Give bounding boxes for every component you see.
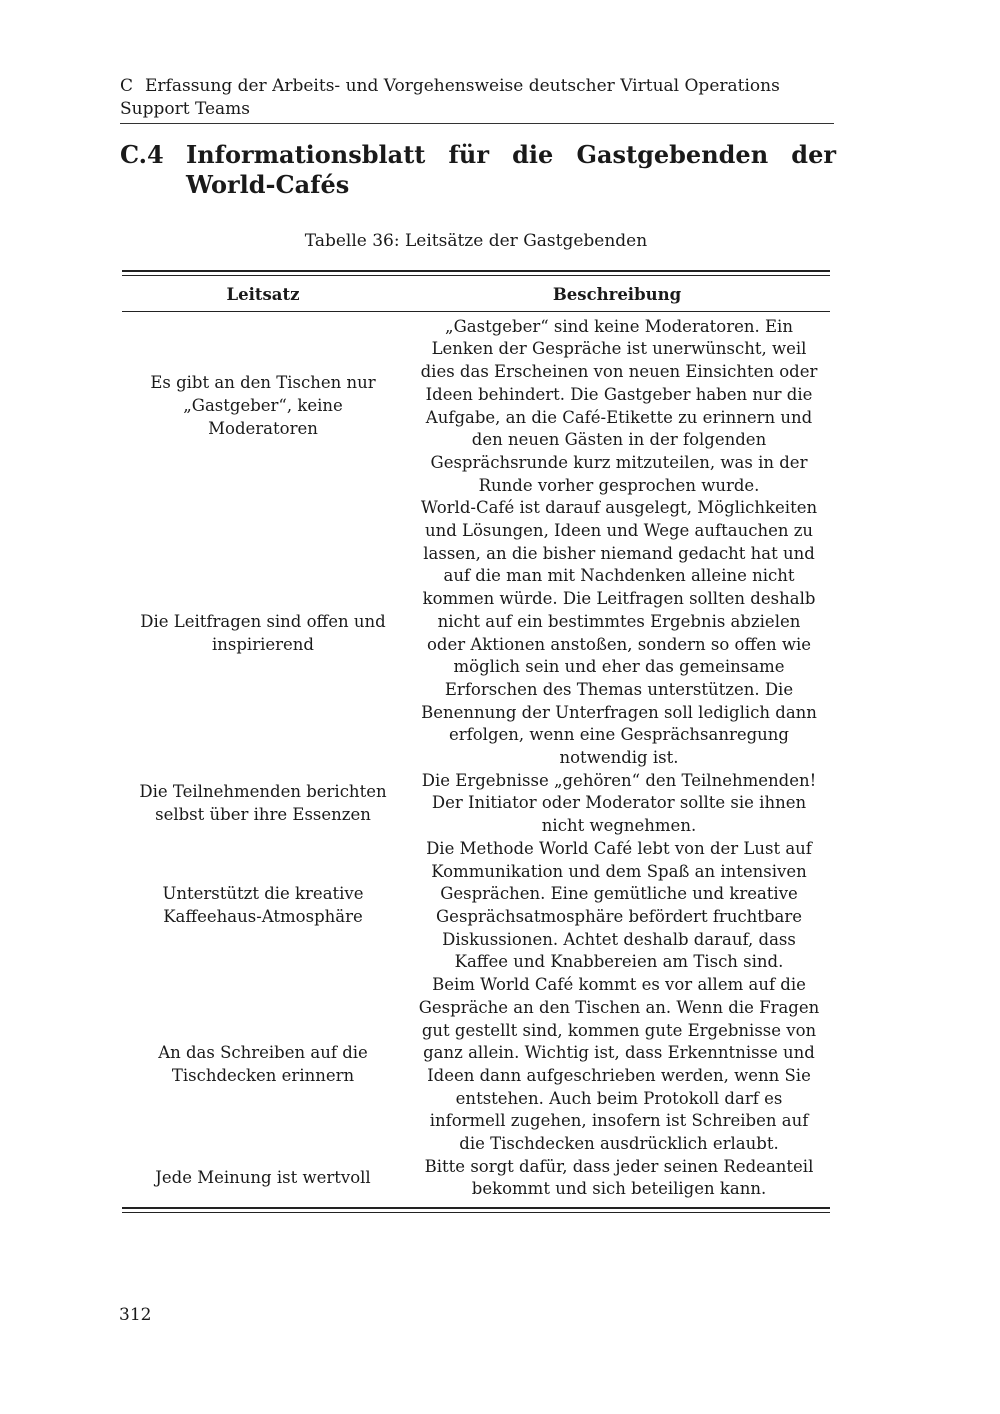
section-heading — [120, 140, 836, 200]
leitsatz-cell: Es gibt an den Tischen nur „Gastgeber“, keine Moderatoren — [150, 373, 376, 438]
table-row — [122, 838, 830, 974]
chapter-title: Erfassung der Arbeits- und Vorgehensweise deutscher Virtual Operations Support Teams — [120, 76, 780, 119]
beschreibung-cell: Die Ergebnisse „gehören“ den Teilnehmenden! Der Initiator oder Moderator sollte sie ihnen nicht wegnehmen. — [421, 770, 817, 836]
page-number: 312 — [119, 1305, 152, 1325]
leitsatz-cell: Unterstützt die kreative Kaffeehaus-Atmosphäre — [162, 884, 364, 926]
table — [122, 276, 830, 1201]
table-row — [122, 1156, 830, 1201]
beschreibung-cell: Beim World Café kommt es vor allem auf die Gespräche an den Tischen an. Wenn die Fragen gut gestellt sind, kommen gute Ergebnisse von ganz allein. Wichtig ist, dass Erkenntnisse und Ideen dann aufgeschrieben werden, wenn Sie entstehen. Auch beim Protokoll darf es informell zugehen, insofern ist Schreiben auf die Tischdecken ausdrücklich erlaubt. — [418, 975, 820, 1154]
column-header-beschreibung: Beschreibung — [552, 285, 682, 304]
table-row — [122, 974, 830, 1156]
beschreibung-cell: Die Methode World Café lebt von der Lust auf Kommunikation und dem Spaß an intensiven Gesprächen. Eine gemütliche und kreative Gesprächsatmosphäre befördert fruchtbare Diskussionen. Achtet deshalb darauf, dass Kaffee und Knabbereien am Tisch sind. — [426, 838, 812, 972]
leitsatz-cell: Jede Meinung ist wertvoll — [155, 1168, 371, 1188]
table-row — [122, 311, 830, 497]
table-header-row — [122, 276, 830, 311]
section-number: C.4 — [120, 140, 164, 169]
table-row — [122, 770, 830, 838]
leitsatz-cell: An das Schreiben auf die Tischdecken erinnern — [158, 1043, 368, 1085]
table-caption: Tabelle 36: Leitsätze der Gastgebenden — [304, 231, 648, 251]
leitsatz-cell: Die Teilnehmenden berichten selbst über ihre Essenzen — [139, 782, 387, 824]
guidelines-table — [122, 270, 830, 1213]
beschreibung-cell: Bitte sorgt dafür, dass jeder seinen Redeanteil bekommt und sich beteiligen kann. — [424, 1156, 814, 1199]
column-header-leitsatz: Leitsatz — [226, 285, 300, 304]
beschreibung-cell: „Gastgeber“ sind keine Moderatoren. Ein Lenken der Gespräche ist unerwünscht, weil dies das Erscheinen von neuen Einsichten oder Ideen behindert. Die Gastgeber haben nur die Aufgabe, an die Café-Etikette zu erinnern und den neuen Gästen in der folgenden Gesprächsrunde kurz mitzuteilen, was in der Runde vorher gesprochen wurde. — [420, 316, 818, 495]
leitsatz-cell: Die Leitfragen sind offen und inspirierend — [140, 611, 386, 654]
beschreibung-cell: World-Café ist darauf ausgelegt, Möglichkeiten und Lösungen, Ideen und Wege auftauchen zu lassen, an die bisher niemand gedacht hat und auf die man mit Nachdenken alleine nicht kommen würde. Die Leitfragen sollten deshalb nicht auf ein bestimmtes Ergebnis abzielen oder Aktionen anstoßen, sondern so offen wie möglich sein und eher das gemeinsame Erforschen des Themas unterstützen. Die Benennung der Unterfragen soll lediglich dann erfolgen, wenn eine Gesprächsanregung notwendig ist. — [420, 498, 818, 768]
chapter-letter: C — [120, 76, 134, 96]
running-header — [120, 75, 834, 124]
section-title: Informationsblatt für die Gastgebenden der World-Cafés — [186, 140, 836, 199]
table-row — [122, 497, 830, 769]
table-bottom-rule — [122, 1207, 830, 1213]
